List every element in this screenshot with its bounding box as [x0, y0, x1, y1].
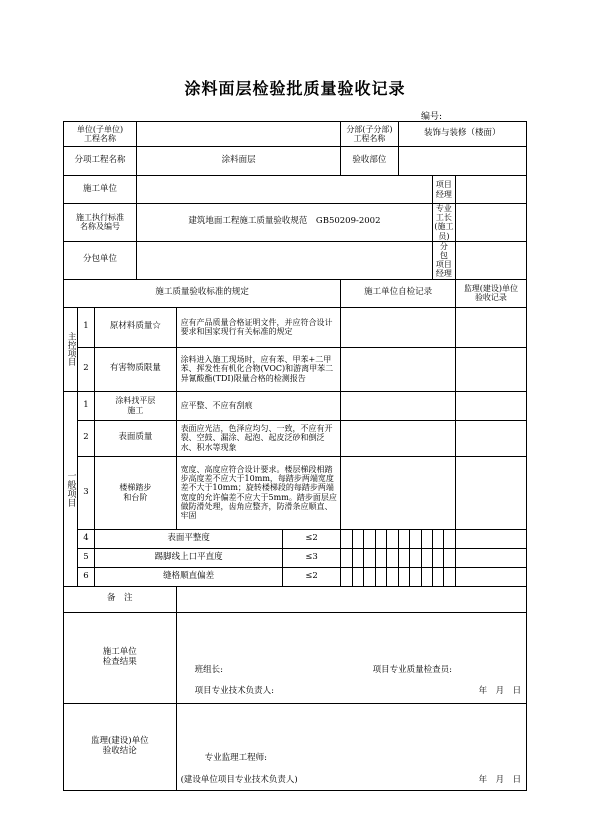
subitem-label: 分项工程名称: [64, 147, 137, 176]
subcontract-label: 分包单位: [64, 241, 137, 279]
measure-cell[interactable]: [421, 567, 432, 586]
measure-cell[interactable]: [364, 567, 375, 586]
supervisor-cell[interactable]: [455, 420, 526, 456]
spec-column-header: 施工质量验收标准的规定: [64, 279, 341, 307]
owner-tech-lead-label: (建设单位项目专业技术负责人): [180, 774, 298, 785]
item-name: 有害物质限量: [95, 347, 176, 391]
subunit-value: 装饰与装修（楼面）: [398, 122, 526, 147]
supervisor-cell[interactable]: [455, 391, 526, 420]
measure-cell[interactable]: [375, 529, 386, 548]
item-desc: 涂料进入施工现场时，应有苯、甲苯+二甲苯、挥发性有机化合物(VOC)和游离甲苯二异氰酸酯(TDI)限量合格的检测报告: [176, 347, 341, 391]
item-name: 楼梯踏步 和台阶: [95, 456, 176, 529]
measure-cell[interactable]: [398, 548, 409, 567]
measure-cell[interactable]: [432, 567, 443, 586]
item-no: 5: [77, 548, 95, 567]
construction-unit-label: 施工单位: [64, 176, 137, 204]
measure-cell[interactable]: [341, 567, 352, 586]
supervisor-cell[interactable]: [455, 456, 526, 529]
measure-cell[interactable]: [398, 529, 409, 548]
measure-cell[interactable]: [444, 567, 455, 586]
tech-lead-label: 项目专业技术负责人:: [194, 685, 274, 696]
supervisor-cell[interactable]: [455, 307, 526, 347]
measure-cell[interactable]: [387, 567, 399, 586]
measure-cell[interactable]: [444, 529, 455, 548]
supervisor-column-header: 监理(建设)单位 验收记录: [455, 279, 526, 307]
subitem-value: 涂料面层: [136, 147, 340, 176]
remarks-label: 备 注: [64, 586, 177, 612]
supervisor-cell[interactable]: [455, 567, 526, 586]
standard-value: 建筑地面工程施工质量验收规范 GB50209-2002: [136, 204, 432, 242]
item-desc: 宽度、高度应符合设计要求。楼层梯段相踏步高度差不应大于10mm，每踏步两端宽度差不大于10mm；旋转楼梯段的每踏步两端宽度的允许偏差不应大于5mm。踏步面层应做防滑处理，齿角应整齐，防滑条应顺直、牢固: [176, 456, 341, 529]
supervisor-cell[interactable]: [455, 529, 526, 548]
measure-cell[interactable]: [364, 529, 375, 548]
tolerance-name: 缝格顺直偏差: [95, 567, 283, 586]
item-no: 6: [77, 567, 95, 586]
measure-cell[interactable]: [421, 529, 432, 548]
item-no: 1: [77, 307, 95, 347]
supervisor-date-label: 年 月 日: [478, 774, 522, 785]
item-name: 原材料质量☆: [95, 307, 176, 347]
construction-check-area[interactable]: [176, 612, 526, 703]
item-desc: 应平整、不应有刮痕: [176, 391, 341, 420]
subcontract-manager-label: 分 包 项目经理: [432, 241, 455, 279]
self-check-column-header: 施工单位自检记录: [341, 279, 456, 307]
measure-cell[interactable]: [432, 529, 443, 548]
item-no: 3: [77, 456, 95, 529]
project-manager-field[interactable]: [455, 176, 526, 204]
measure-cell[interactable]: [352, 548, 363, 567]
form-title: 涂料面层检验批质量验收记录: [184, 79, 406, 98]
foreman-label: 专业工长 (施工员): [434, 204, 454, 241]
self-check-cell[interactable]: [341, 420, 456, 456]
foreman-field[interactable]: [455, 204, 526, 242]
self-check-cell[interactable]: [341, 347, 456, 391]
subunit-label: 分部(子分部) 工程名称: [341, 122, 398, 147]
construction-date-label: 年 月 日: [478, 685, 522, 696]
main-control-label: 主控项目: [64, 307, 78, 391]
measure-cell[interactable]: [444, 548, 455, 567]
measure-cell[interactable]: [352, 529, 363, 548]
item-no: 4: [77, 529, 95, 548]
qc-inspector-label: 项目专业质量检查员:: [372, 664, 452, 675]
measure-cell[interactable]: [387, 548, 399, 567]
tolerance-name: 踢脚线上口平直度: [95, 548, 283, 567]
tolerance-value: ≤2: [282, 529, 340, 548]
measure-cell[interactable]: [341, 548, 352, 567]
measure-cell[interactable]: [387, 529, 399, 548]
supervisor-conclusion-area[interactable]: [176, 703, 526, 790]
item-name: 表面质量: [95, 420, 176, 456]
self-check-cell[interactable]: [341, 307, 456, 347]
measure-cell[interactable]: [410, 567, 421, 586]
supervising-engineer-label: 专业监理工程师:: [204, 752, 267, 763]
supervisor-conclusion-label: 监理(建设)单位 验收结论: [64, 703, 177, 790]
measure-cell[interactable]: [375, 567, 386, 586]
measure-cell[interactable]: [341, 529, 352, 548]
item-desc: 应有产品质量合格证明文件，并应符合设计要求和国家现行有关标准的规定: [176, 307, 341, 347]
item-desc: 表面应光洁，色泽应均匀、一致，不应有开裂、空鼓、漏涂、起泡、起皮泛砂和倒泛水、积水等现象: [176, 420, 341, 456]
standard-label: 施工执行标准 名称及编号: [64, 204, 137, 242]
tolerance-name: 表面平整度: [95, 529, 283, 548]
item-no: 1: [77, 391, 95, 420]
measure-cell[interactable]: [410, 529, 421, 548]
subcontract-field[interactable]: [136, 241, 432, 279]
inspection-form: [63, 121, 527, 791]
remarks-field[interactable]: [176, 586, 526, 612]
unit-name-field[interactable]: [136, 122, 340, 147]
construction-unit-field[interactable]: [136, 176, 432, 204]
general-label: 一般项目: [64, 391, 78, 586]
item-name: 涂料找平层 施工: [95, 391, 176, 420]
code-label: 编号:: [421, 112, 443, 122]
supervisor-cell[interactable]: [455, 548, 526, 567]
construction-check-label: 施工单位 检查结果: [64, 612, 177, 703]
acceptance-part-label: 验收部位: [341, 147, 398, 176]
team-leader-label: 班组长:: [194, 664, 223, 675]
measure-cell[interactable]: [421, 548, 432, 567]
project-manager-label: 项目经理: [432, 176, 455, 204]
tolerance-value: ≤2: [282, 567, 340, 586]
item-no: 2: [77, 347, 95, 391]
measure-cell[interactable]: [432, 548, 443, 567]
unit-name-label: 单位(子单位) 工程名称: [64, 122, 137, 147]
self-check-cell[interactable]: [341, 456, 456, 529]
tolerance-value: ≤3: [282, 548, 340, 567]
measure-cell[interactable]: [410, 548, 421, 567]
item-no: 2: [77, 420, 95, 456]
acceptance-part-field[interactable]: [398, 147, 526, 176]
supervisor-cell[interactable]: [455, 347, 526, 391]
measure-cell[interactable]: [375, 548, 386, 567]
measure-cell[interactable]: [364, 548, 375, 567]
measure-cell[interactable]: [398, 567, 409, 586]
measure-cell[interactable]: [352, 567, 363, 586]
subcontract-manager-field[interactable]: [455, 241, 526, 279]
self-check-cell[interactable]: [341, 391, 456, 420]
